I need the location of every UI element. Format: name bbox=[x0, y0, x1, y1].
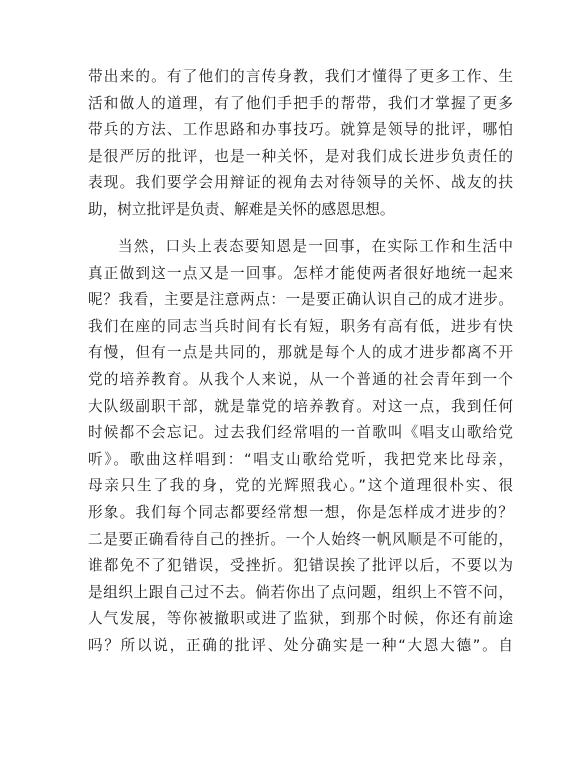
text-line: 大队级副职干部，就是靠党的培养教育。对这一点，我到任何 bbox=[88, 397, 513, 415]
text-line: 带出来的。有了他们的言传身教，我们才懂得了更多工作、生 bbox=[88, 68, 513, 85]
text-line: 形象。我们每个同志都要经常想一想，你是怎样成才进步的？ bbox=[88, 503, 513, 521]
text-line: 当然，口头上表态要知恩是一回事，在实际工作和生活中 bbox=[118, 238, 513, 255]
paragraph-2 bbox=[88, 234, 513, 660]
text-line: 时候都不会忘记。过去我们经常唱的一首歌叫《唱支山歌给党 bbox=[88, 424, 513, 442]
text-line: 吗？所以说，正确的批评、处分确实是一种“大恩大德”。自 bbox=[88, 636, 513, 654]
text-line: 谁都免不了犯错误，受挫折。犯错误挨了批评以后，不要以为 bbox=[88, 557, 513, 575]
text-line: 党的培养教育。从我个人来说，从一个普通的社会青年到一个 bbox=[88, 370, 513, 388]
text-line: 是很严厉的批评，也是一种关怀，是对我们成长进步负责任的 bbox=[88, 147, 513, 165]
text-line: 母亲只生了我的身，党的光辉照我心。”这个道理很朴实、很 bbox=[88, 477, 513, 495]
text-line: 助，树立批评是负责、解难是关怀的感恩思想。 bbox=[88, 200, 395, 218]
text-line: 我们在座的同志当兵时间有长有短，职务有高有低，进步有快 bbox=[88, 317, 513, 335]
text-line: 带兵的方法、工作思路和办事技巧。就算是领导的批评，哪怕 bbox=[88, 121, 513, 139]
text-line: 表现。我们要学会用辩证的视角去对待领导的关怀、战友的扶 bbox=[88, 174, 513, 192]
text-line: 听》。歌曲这样唱到：“唱支山歌给党听，我把党来比母亲， bbox=[88, 450, 513, 468]
text-line: 呢？我看，主要是注意两点：一是要正确认识自己的成才进步。 bbox=[88, 291, 513, 309]
text-line: 二是要正确看待自己的挫折。一个人始终一帆风顺是不可能的， bbox=[88, 530, 513, 548]
text-line: 人气发展，等你被撤职或进了监狱，到那个时候，你还有前途 bbox=[88, 610, 513, 628]
text-line: 是组织上跟自己过不去。倘若你出了点问题，组织上不管不问， bbox=[88, 583, 513, 601]
paragraph-1 bbox=[88, 64, 513, 224]
text-line: 活和做人的道理，有了他们手把手的帮带，我们才掌握了更多 bbox=[88, 94, 513, 112]
text-line: 真正做到这一点又是一回事。怎样才能使两者很好地统一起来 bbox=[88, 264, 513, 282]
text-line: 有慢，但有一点是共同的，那就是每个人的成才进步都离不开 bbox=[88, 344, 513, 362]
